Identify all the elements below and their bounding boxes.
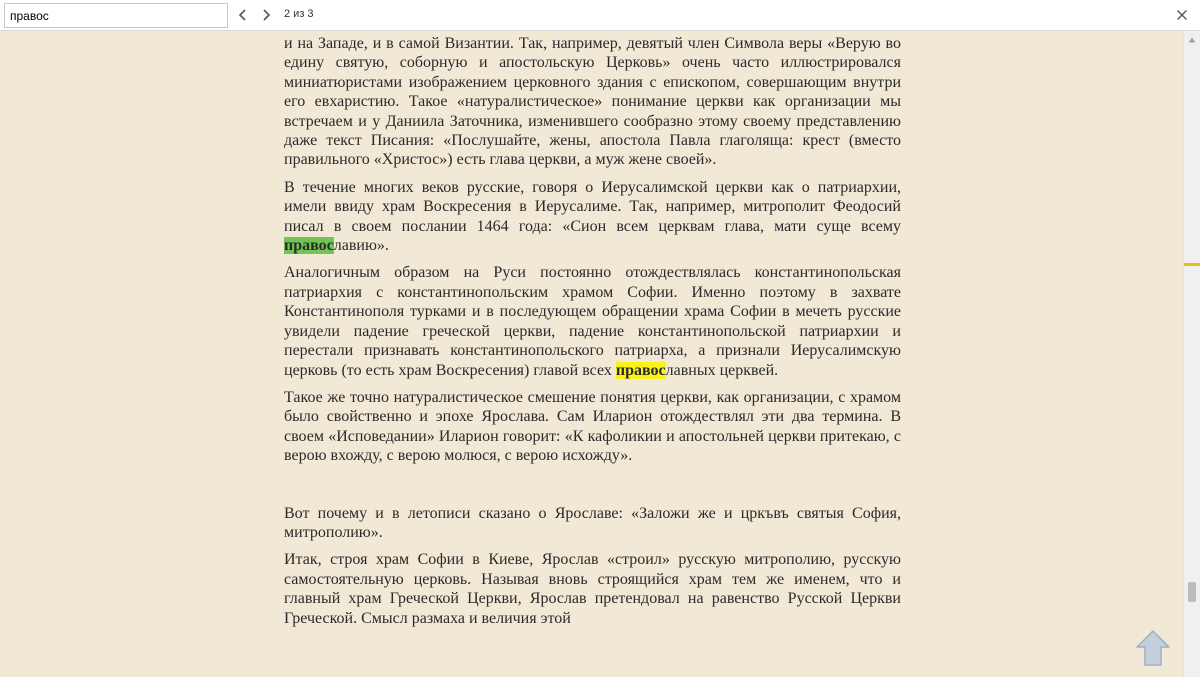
paragraph: Такое же точно натуралистическое смешение понятия церкви, как организации, с храмом было свойственно и эпохе Ярослава. Сам Иларион отождествлял эти два термина. В своем «Исповедании» Иларион говорит: «К кафоликии и апостольней церкви притекаю, с верою вхожду, с верою молюся, с верою исхожду». [284, 388, 901, 465]
search-match-current: правос [284, 237, 334, 255]
find-input[interactable] [4, 3, 228, 28]
paragraph: и на Западе, и в самой Византии. Так, например, девятый член Символа веры «Верую во едину святую, соборную и апостольскую Церковь» очень часто иллюстрировался миниатюристами изображением церковного здания с епископом, совершающим внутри его евхаристию. Такое «натуралистическое» понимание церкви как организации мы встречаем и у Даниила Заточника, изменившего сообразно этому своему представлению даже текст Писания: «Послушайте, жены, апостола Павла глаголяща: крест (вместо правильного «Христос») есть глава церкви, а муж жене своей». [284, 35, 901, 169]
arrow-up-icon [1133, 628, 1173, 668]
find-next-button[interactable] [255, 4, 277, 26]
chevron-left-icon [237, 8, 249, 22]
find-bar [0, 0, 1200, 31]
scroll-top-button[interactable] [1133, 628, 1173, 668]
search-match: правос [615, 361, 666, 379]
document-text [284, 34, 901, 636]
search-match-marker [1184, 263, 1200, 266]
scroll-up-arrow[interactable] [1184, 33, 1200, 47]
match-counter: 2 из 3 [284, 8, 314, 20]
triangle-up-icon [1188, 37, 1196, 43]
scroll-thumb[interactable] [1188, 582, 1196, 602]
vertical-scrollbar[interactable] [1183, 31, 1200, 677]
find-prev-button[interactable] [232, 4, 254, 26]
find-close-button[interactable] [1172, 5, 1192, 25]
paragraph: Вот почему и в летописи сказано о Ярославе: «Заложи же и цркъвъ святыя София, митрополию». [284, 504, 901, 541]
close-icon [1176, 9, 1188, 21]
chevron-right-icon [260, 8, 272, 22]
paragraph: Итак, строя храм Софии в Киеве, Ярослав «строил» русскую митрополию, русскую самостоятельную церковь. Называя вновь строящийся храм тем же именем, что и главный храм Греческой Церкви, Ярослав претендовал на равенство Русской Церкви Греческой. Смысл размаха и величия этой [284, 551, 901, 627]
paragraph: Аналогичным образом на Руси постоянно отождествлялась константинопольская патриархия с константинопольским храмом Софии. Именно поэтому в захвате Константинополя турками и в последующем обращении храма Софии в мечеть русские увидели падение греческой церкви, падение константинопольской патриархии и перестали признавать константинопольского патриарха, а признали Иерусалимскую церковь (то есть храм Воскресения) главой всех православных церквей. [284, 264, 901, 379]
paragraph: В течение многих веков русские, говоря о Иерусалимской церкви как о патриархии, имели ввиду храм Воскресения в Иерусалиме. Так, например, митрополит Феодосий писал в своем послании 1464 года: «Сион всем церквам глава, мати суще всему православию». [284, 178, 901, 255]
